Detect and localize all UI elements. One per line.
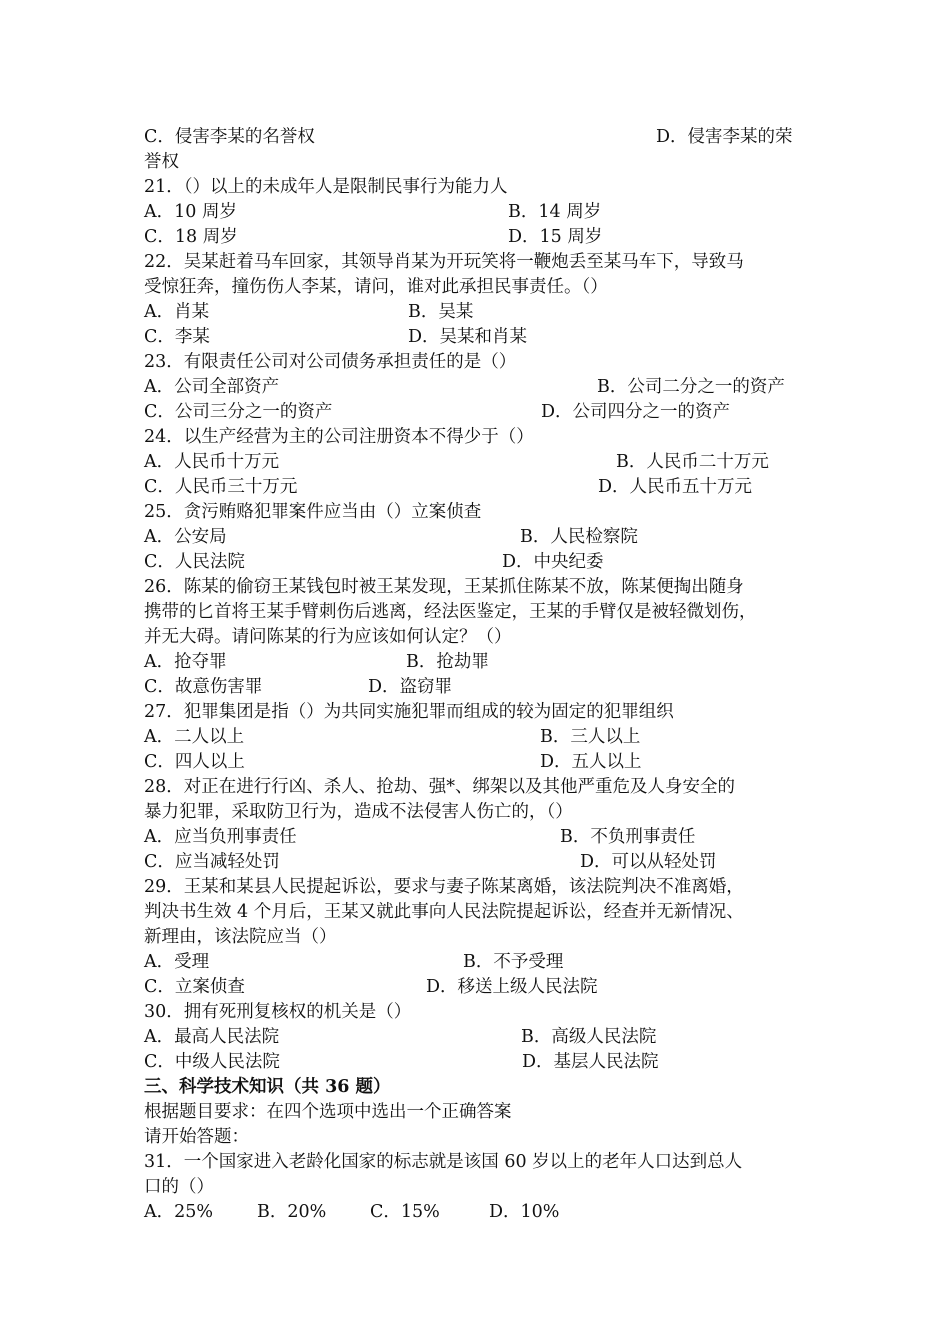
question-29: 29．王某和某县人民提起诉讼，要求与妻子陈某离婚，该法院判决不准离婚， [144,877,744,897]
question-21: 21．（）以上的未成年人是限制民事行为能力人 [144,177,508,197]
option-25b: B．人民检察院 [520,527,638,547]
option-30c: C．中级人民法院 [144,1052,280,1072]
section-heading: 三、科学技术知识（共 36 题） [144,1077,391,1097]
question-26-cont-2: 并无大碍。请问陈某的行为应该如何认定？（） [144,627,512,647]
option-31d: D．10% [489,1202,560,1222]
question-22: 22．吴某赶着马车回家，其领导肖某为开玩笑将一鞭炮丢至某马车下，导致马 [144,252,744,272]
option-31b: B．20% [257,1202,327,1222]
option-23a: A．公司全部资产 [144,377,280,397]
option-26d: D．盗窃罪 [368,677,453,697]
option-30d: D．基层人民法院 [522,1052,659,1072]
option-27d: D．五人以上 [540,752,642,772]
option-26c: C．故意伤害罪 [144,677,263,697]
option-28d: D．可以从轻处罚 [580,852,717,872]
option-29b: B．不予受理 [463,952,564,972]
option-27c: C．四人以上 [144,752,245,772]
question-27: 27．犯罪集团是指（）为共同实施犯罪而组成的较为固定的犯罪组织 [144,702,674,722]
option-21d: D．15 周岁 [508,227,603,247]
question-24: 24．以生产经营为主的公司注册资本不得少于（） [144,427,534,447]
option-29d: D．移送上级人民法院 [426,977,598,997]
option-23b: B．公司二分之一的资产 [597,377,785,397]
option-22d: D．吴某和肖某 [408,327,528,347]
question-23: 23．有限责任公司对公司债务承担责任的是（） [144,352,517,372]
question-31-cont: 口的（） [144,1177,214,1197]
option-24c: C．人民币三十万元 [144,477,298,497]
option-22a: A．肖某 [144,302,210,322]
option-30b: B．高级人民法院 [521,1027,657,1047]
question-26: 26．陈某的偷窃王某钱包时被王某发现，王某抓住陈某不放，陈某便掏出随身 [144,577,744,597]
option-29a: A．受理 [144,952,210,972]
option-20d-cont: 誉权 [144,152,179,172]
option-25c: C．人民法院 [144,552,245,572]
option-21c: C．18 周岁 [144,227,238,247]
option-22b: B．吴某 [408,302,474,322]
question-28: 28．对正在进行行凶、杀人、抢劫、强*、绑架以及其他严重危及人身安全的 [144,777,736,797]
option-29c: C．立案侦查 [144,977,245,997]
question-29-cont-1: 判决书生效 4 个月后，王某又就此事向人民法院提起诉讼，经查并无新情况、 [144,902,744,922]
question-30: 30．拥有死刑复核权的机关是（） [144,1002,412,1022]
option-21b: B．14 周岁 [508,202,602,222]
question-31: 31．一个国家进入老龄化国家的标志就是该国 60 岁以上的老年人口达到总人 [144,1152,743,1172]
question-29-cont-2: 新理由，该法院应当（） [144,927,337,947]
option-23d: D．公司四分之一的资产 [541,402,731,422]
option-25d: D．中央纪委 [502,552,604,572]
question-22-cont: 受惊狂奔，撞伤伤人李某，请问，谁对此承担民事责任。（） [144,277,608,297]
option-28a: A．应当负刑事责任 [144,827,297,847]
option-24b: B．人民币二十万元 [616,452,769,472]
option-25a: A．公安局 [144,527,227,547]
option-23c: C．公司三分之一的资产 [144,402,333,422]
section-start: 请开始答题： [144,1127,249,1147]
option-26b: B．抢劫罪 [406,652,489,672]
question-26-cont-1: 携带的匕首将王某手臂刺伤后逃离，经法医鉴定，王某的手臂仅是被轻微划伤， [144,602,757,622]
option-28c: C．应当减轻处罚 [144,852,280,872]
section-instruction: 根据题目要求：在四个选项中选出一个正确答案 [144,1102,512,1122]
option-20c: C．侵害李某的名誉权 [144,127,315,147]
option-31a: A．25% [144,1202,214,1222]
option-20d: D．侵害李某的荣 [656,127,793,147]
option-31c: C．15% [370,1202,440,1222]
option-28b: B．不负刑事责任 [560,827,696,847]
question-28-cont: 暴力犯罪，采取防卫行为，造成不法侵害人伤亡的，（） [144,802,573,822]
question-25: 25．贪污贿赂犯罪案件应当由（）立案侦查 [144,502,482,522]
option-27b: B．三人以上 [540,727,641,747]
option-21a: A．10 周岁 [144,202,237,222]
option-22c: C．李某 [144,327,210,347]
option-24d: D．人民币五十万元 [598,477,753,497]
option-24a: A．人民币十万元 [144,452,280,472]
option-27a: A．二人以上 [144,727,245,747]
option-30a: A．最高人民法院 [144,1027,280,1047]
option-26a: A．抢夺罪 [144,652,227,672]
